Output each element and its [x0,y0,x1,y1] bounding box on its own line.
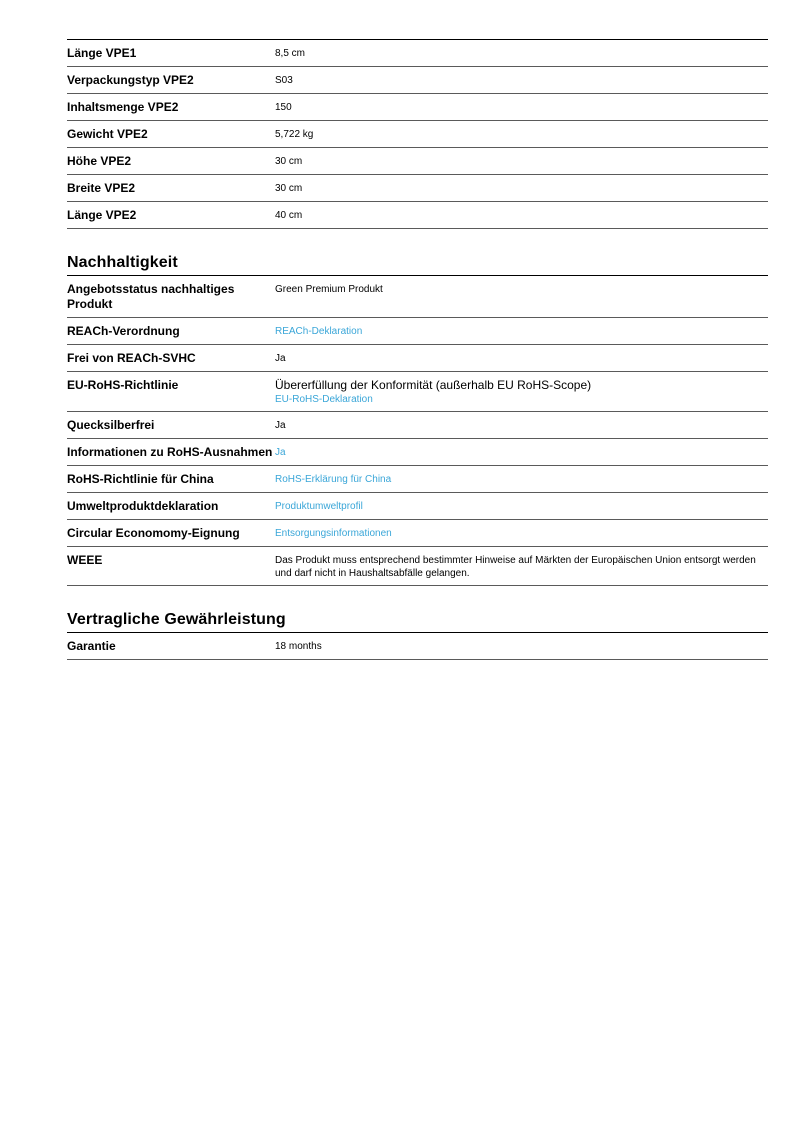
table-row [67,318,768,345]
row-value [275,472,768,492]
row-value: 5,722 kg [275,129,314,140]
row-label: Gewicht VPE2 [67,127,148,141]
row-label: EU-RoHS-Richtlinie [67,378,179,392]
row-value: S03 [275,75,293,86]
section-title: Nachhaltigkeit [67,254,178,271]
row-value: Das Produkt muss entsprechend bestimmter Hinweise auf Märkten der Europäischen Union entsorgt werden und darf nicht in Haushaltsabfälle gelangen. [275,555,756,579]
row-label: WEEE [67,553,103,567]
table-row [67,94,768,121]
datasheet-page [67,39,768,660]
row-value: 30 cm [275,183,303,194]
table-row [67,276,768,318]
row-label: Umweltproduktdeklaration [67,499,219,513]
table-row [67,372,768,412]
table-row [67,412,768,439]
table-row [67,547,768,586]
row-label: Breite VPE2 [67,181,136,195]
section-title: Vertragliche Gewährleistung [67,611,286,628]
reach-declaration-link[interactable]: REACh-Deklaration [275,326,363,337]
table-row [67,345,768,372]
row-value: Ja [275,420,286,431]
row-label: Verpackungstyp VPE2 [67,73,194,87]
eu-rohs-declaration-link[interactable]: EU-RoHS-Deklaration [275,394,373,405]
row-label: Länge VPE1 [67,46,137,60]
row-value: 30 cm [275,156,303,167]
table-row [67,520,768,547]
row-value: 40 cm [275,210,303,221]
warranty-table [67,632,768,660]
row-value: 18 months [275,641,322,652]
table-row [67,493,768,520]
row-value: 8,5 cm [275,48,306,59]
row-value [275,378,768,411]
environmental-profile-link[interactable]: Produktumweltprofil [275,501,363,512]
rohs-exemptions-link[interactable]: Ja [275,447,286,458]
table-row [67,202,768,229]
table-row [67,466,768,493]
disposal-information-link[interactable]: Entsorgungsinformationen [275,528,392,539]
row-label: Inhaltsmenge VPE2 [67,100,179,114]
sustainability-table [67,275,768,586]
rohs-conformity-text: Übererfüllung der Konformität (außerhalb EU RoHS-Scope) [275,378,592,392]
row-value: 150 [275,102,292,113]
row-label: RoHS-Richtlinie für China [67,472,214,486]
row-value: Ja [275,353,286,364]
warranty-section [67,610,768,660]
sustainability-section [67,253,768,586]
table-row [67,148,768,175]
china-rohs-declaration-link[interactable]: RoHS-Erklärung für China [275,474,392,485]
table-row [67,633,768,660]
table-row [67,40,768,67]
row-label: Informationen zu RoHS-Ausnahmen [67,445,273,459]
row-label: Angebotsstatus nachhaltiges Produkt [67,282,235,311]
packaging-table [67,39,768,229]
table-row [67,121,768,148]
row-label: REACh-Verordnung [67,324,180,338]
table-row [67,439,768,466]
row-label: Garantie [67,639,116,653]
row-label: Länge VPE2 [67,208,137,222]
row-value [275,499,768,519]
row-label: Quecksilberfrei [67,418,155,432]
table-row [67,67,768,94]
table-row [67,175,768,202]
row-label: Frei von REACh-SVHC [67,351,196,365]
row-value: Green Premium Produkt [275,284,383,295]
row-label: Höhe VPE2 [67,154,132,168]
row-label: Circular Economomy-Eignung [67,526,240,540]
row-value [275,324,768,344]
row-value [275,445,768,465]
row-value [275,526,768,546]
